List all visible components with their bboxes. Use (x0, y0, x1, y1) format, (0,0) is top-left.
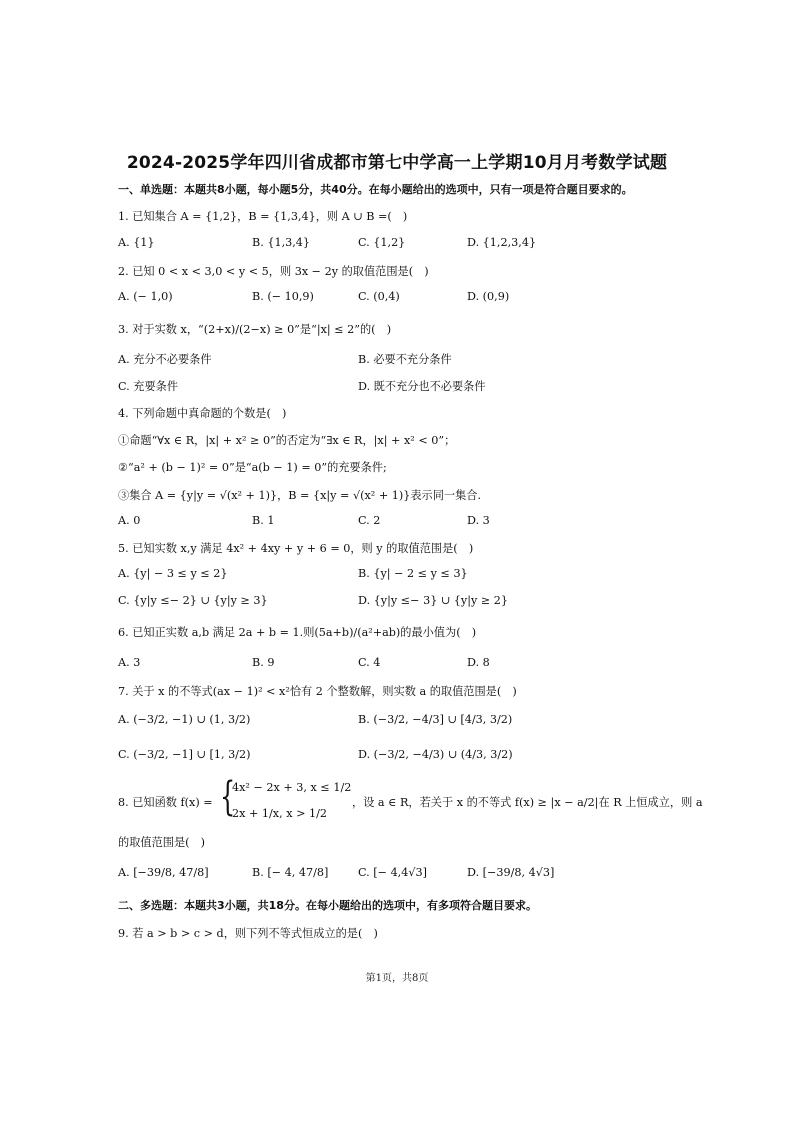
question-5-option-c: C. {y|y ≤− 2} ∪ {y|y ≥ 3} (118, 594, 268, 607)
question-8-option-b: B. [− 4, 47/8] (252, 866, 329, 879)
question-8-option-c: C. [− 4,4√3] (358, 866, 427, 879)
question-3-option-b: B. 必要不充分条件 (358, 353, 452, 366)
question-9-stem: 9. 若 a > b > c > d，则下列不等式恒成立的是( ) (118, 927, 378, 940)
question-8-stem-lead: 8. 已知函数 f(x) = (118, 796, 213, 809)
question-4-statement-1: ①命题“∀x ∈ R，|x| + x² ≥ 0”的否定为“∃x ∈ R，|x| + x² < 0”； (118, 434, 456, 447)
question-7-option-b: B. (−3/2, −4/3] ∪ [4/3, 3/2) (358, 713, 513, 726)
question-4-option-b: B. 1 (252, 514, 275, 527)
question-2-stem: 2. 已知 0 < x < 3,0 < y < 5，则 3x − 2y 的取值范围是( ) (118, 265, 429, 278)
question-7-option-d: D. (−3/2, −4/3) ∪ (4/3, 3/2) (358, 748, 513, 761)
question-4-stem: 4. 下列命题中真命题的个数是( ) (118, 407, 287, 420)
question-4-option-d: D. 3 (467, 514, 490, 527)
question-2-option-c: C. (0,4) (358, 290, 400, 303)
section-heading-single-choice: 一、单选题：本题共8小题，每小题5分，共40分。在每小题给出的选项中，只有一项是符合题目要求的。 (118, 183, 633, 196)
question-3-option-c: C. 充要条件 (118, 380, 179, 393)
question-6-option-a: A. 3 (118, 656, 141, 669)
page-title: 2024-2025学年四川省成都市第七中学高一上学期10月月考数学试题 (126, 153, 668, 173)
question-1-option-d: D. {1,2,3,4} (467, 236, 537, 249)
question-8-case-1: 4x² − 2x + 3, x ≤ 1/2 (232, 781, 352, 794)
question-3-stem: 3. 对于实数 x，“(2+x)/(2−x) ≥ 0”是“|x| ≤ 2”的( ) (118, 323, 392, 336)
question-8-case-2: 2x + 1/x, x > 1/2 (232, 807, 328, 820)
question-4-statement-2: ②“a² + (b − 1)² = 0”是“a(b − 1) = 0”的充要条件; (118, 461, 387, 474)
question-6-stem: 6. 已知正实数 a,b 满足 2a + b = 1.则(5a+b)/(a²+ab)的最小值为( ) (118, 626, 477, 639)
question-7-option-a: A. (−3/2, −1) ∪ (1, 3/2) (118, 713, 251, 726)
question-1-option-c: C. {1,2} (358, 236, 406, 249)
page-footer: 第1页，共8页 (365, 973, 429, 984)
question-8-option-a: A. [−39/8, 47/8] (118, 866, 209, 879)
question-4-statement-3: ③集合 A = {y|y = √(x² + 1)}，B = {x|y = √(x² + 1)}表示同一集合. (118, 489, 482, 502)
question-1-option-a: A. {1} (118, 236, 155, 249)
question-8-option-d: D. [−39/8, 4√3] (467, 866, 555, 879)
question-5-option-a: A. {y| − 3 ≤ y ≤ 2} (118, 567, 228, 580)
question-7-option-c: C. (−3/2, −1] ∪ [1, 3/2) (118, 748, 251, 761)
question-3-option-a: A. 充分不必要条件 (118, 353, 212, 366)
question-5-stem: 5. 已知实数 x,y 满足 4x² + 4xy + y + 6 = 0，则 y 的取值范围是( ) (118, 542, 474, 555)
question-8-stem-condition: ，设 a ∈ R，若关于 x 的不等式 f(x) ≥ |x − a/2|在 R 上恒成立，则 a (352, 796, 703, 809)
piecewise-brace: { (220, 774, 236, 820)
question-2-option-b: B. (− 10,9) (252, 290, 314, 303)
section-heading-multiple-choice: 二、多选题：本题共3小题，共18分。在每小题给出的选项中，有多项符合题目要求。 (118, 899, 537, 912)
question-1-stem: 1. 已知集合 A = {1,2}，B = {1,3,4}，则 A ∪ B =( ) (118, 210, 408, 223)
question-6-option-c: C. 4 (358, 656, 381, 669)
question-5-option-d: D. {y|y ≤− 3} ∪ {y|y ≥ 2} (358, 594, 509, 607)
question-7-stem: 7. 关于 x 的不等式(ax − 1)² < x²恰有 2 个整数解，则实数 a 的取值范围是( ) (118, 685, 517, 698)
question-1-option-b: B. {1,3,4} (252, 236, 311, 249)
question-2-option-a: A. (− 1,0) (118, 290, 173, 303)
question-3-option-d: D. 既不充分也不必要条件 (358, 380, 486, 393)
question-6-option-b: B. 9 (252, 656, 275, 669)
question-4-option-c: C. 2 (358, 514, 381, 527)
question-2-option-d: D. (0,9) (467, 290, 510, 303)
question-5-option-b: B. {y| − 2 ≤ y ≤ 3} (358, 567, 468, 580)
question-8-stem-tail: 的取值范围是( ) (118, 836, 206, 849)
question-6-option-d: D. 8 (467, 656, 490, 669)
question-4-option-a: A. 0 (118, 514, 141, 527)
